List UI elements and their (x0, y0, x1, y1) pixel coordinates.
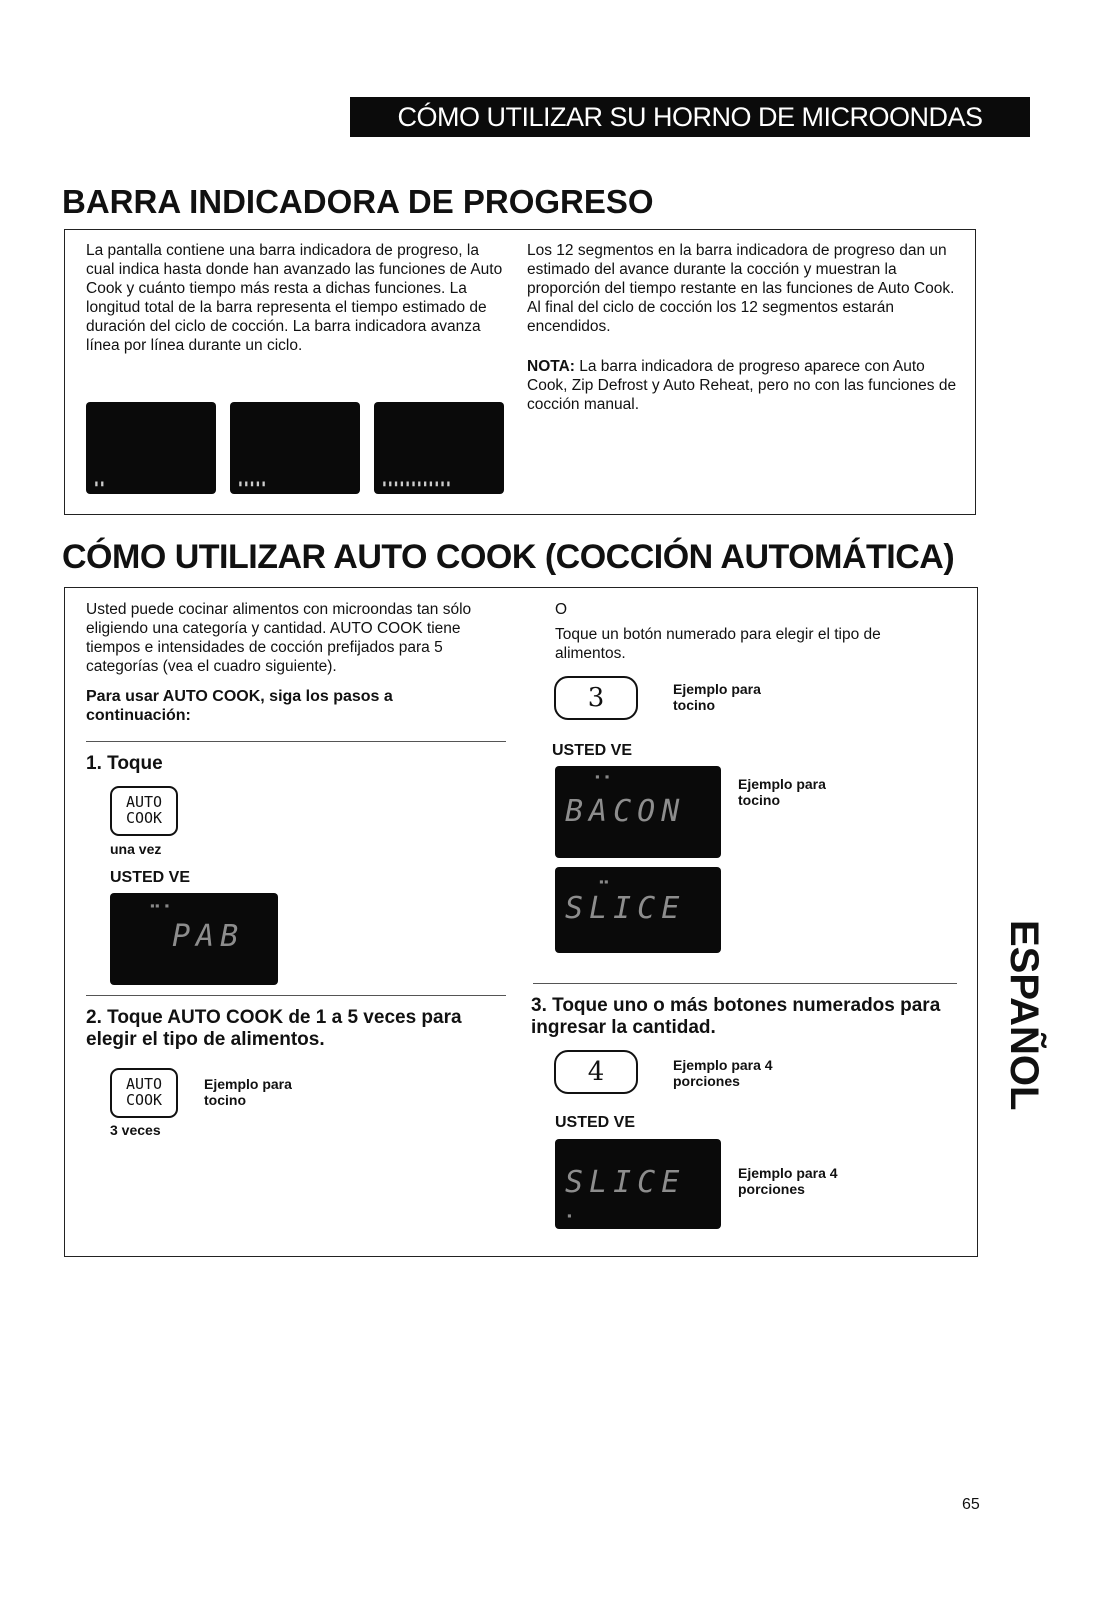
progress-display-2 (230, 402, 360, 494)
auto-cook-button-line1: AUTO (125, 793, 163, 811)
step1-note: una vez (110, 841, 162, 857)
display-slice-text: SLICE (565, 891, 686, 926)
note-text: La barra indicadora de progreso aparece con Auto Cook, Zip Defrost y Auto Reheat, pero no con las funciones de cocción manual. (527, 358, 957, 413)
step3-you-see: USTED VE (555, 1114, 636, 1131)
progress-left-text: La pantalla contiene una barra indicadora de progreso, la cual indica hasta donde han avanzado las funciones de Auto Cook y cuánto tiempo más resta a dichas funciones. La longitud total de la barra representa el tiempo estimado de duración del ciclo de cocción. La barra indicadora avanza línea por línea durante un ciclo. (86, 242, 503, 354)
display-bacon-text: BACON (565, 794, 686, 829)
progress-bar-2: ▮▮▮▮▮ (238, 479, 268, 488)
display-slice-4: SLICE ▪ (555, 1139, 721, 1229)
display-bacon: ▪ ▪ BACON (555, 766, 721, 858)
progress-bar-1: ▮▮ (94, 479, 106, 488)
progress-display-1 (86, 402, 216, 494)
progress-note (527, 357, 957, 414)
progress-display-3 (374, 402, 504, 494)
progress-bar-3: ▮▮▮▮▮▮▮▮▮▮▮▮ (382, 479, 452, 488)
display-pab: ▪▪ ▪ PAB (110, 893, 278, 985)
alt-text: Toque un botón numerado para elegir el tipo de alimentos. (555, 626, 881, 662)
auto-cook-instructions: Para usar AUTO COOK, siga los pasos a continuación: (86, 688, 393, 724)
step3-example: Ejemplo para 4 porciones (673, 1057, 773, 1089)
auto-cook-button-line1: AUTO (125, 1075, 163, 1093)
display-slice-4-text: SLICE (565, 1165, 686, 1200)
step2-note: 3 veces (110, 1122, 161, 1138)
auto-cook-button-line2: COOK (125, 809, 163, 827)
divider (86, 741, 506, 742)
display-slice: ▪▪ SLICE (555, 867, 721, 953)
step1-you-see: USTED VE (110, 869, 191, 886)
divider (533, 983, 957, 984)
display-slice-4-example: Ejemplo para 4 porciones (738, 1165, 838, 1197)
header-banner: CÓMO UTILIZAR SU HORNO DE MICROONDAS (350, 97, 1030, 137)
or-label: O (555, 601, 568, 618)
progress-right-text: Los 12 segmentos en la barra indicadora de progreso dan un estimado del avance durante la cocción y muestran la proporción del tiempo restante en las funciones de Auto Cook. Al final del ciclo de cocción los 12 segmentos estarán encendidos. (527, 242, 955, 335)
alt-example: Ejemplo para tocino (673, 681, 761, 713)
auto-cook-button[interactable] (110, 786, 178, 836)
section-title-auto-cook: CÓMO UTILIZAR AUTO COOK (COCCIÓN AUTOMÁTICA) (62, 538, 955, 576)
page-number: 65 (962, 1496, 980, 1513)
display-pab-text: PAB (172, 919, 245, 954)
right-you-see: USTED VE (552, 742, 633, 759)
auto-cook-button-step2[interactable] (110, 1068, 178, 1118)
step1-title: 1. Toque (86, 753, 163, 774)
number-button-4[interactable]: 4 (554, 1050, 638, 1094)
auto-cook-intro: Usted puede cocinar alimentos con microondas tan sólo eligiendo una categoría y cantidad. AUTO COOK tiene tiempos e intensidades de cocción prefijados para 5 categorías (vea el cuadro siguiente). (86, 601, 472, 675)
note-label: NOTA: (527, 358, 575, 375)
section-title-progress-bar: BARRA INDICADORA DE PROGRESO (62, 183, 654, 220)
step3-title: 3. Toque uno o más botones numerados para ingresar la cantidad. (531, 995, 941, 1038)
number-button-3[interactable]: 3 (554, 676, 638, 720)
step2-title: 2. Toque AUTO COOK de 1 a 5 veces para elegir el tipo de alimentos. (86, 1007, 462, 1050)
display-bacon-example: Ejemplo para tocino (738, 776, 826, 808)
side-label-espanol: ESPAÑOL (1002, 920, 1046, 1111)
divider (86, 995, 506, 996)
auto-cook-button-line2: COOK (125, 1091, 163, 1109)
step2-example: Ejemplo para tocino (204, 1076, 292, 1108)
